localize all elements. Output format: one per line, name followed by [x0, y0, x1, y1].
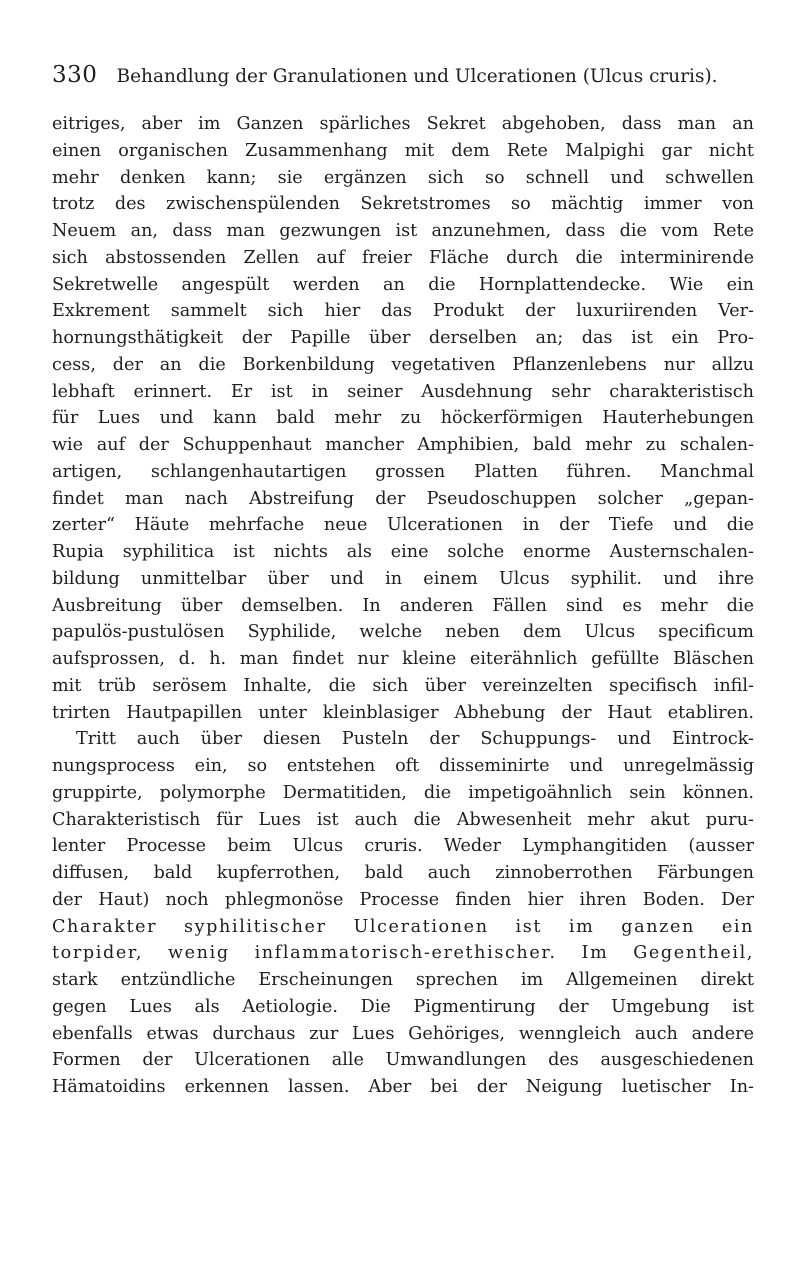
text-line: einen organischen Zusammenhang mit dem Rete Malpighi gar nicht — [52, 140, 754, 161]
text-line: Rupia syphilitica ist nichts als eine solche enorme Austernschalen- — [52, 542, 754, 562]
text-line: hornungsthätigkeit der Papille über derselben an; das ist ein Pro- — [52, 328, 754, 348]
text-line: aufsprossen, d. h. man findet nur kleine eiterähnlich gefüllte Bläschen — [52, 649, 754, 669]
text-line: gegen Lues als Aetiologie. Die Pigmentirung der Umgebung ist — [52, 996, 754, 1017]
text-line: stark entzündliche Erscheinungen sprechen im Allgemeinen direkt — [52, 970, 754, 990]
text-line: cess, der an die Borkenbildung vegetativen Pflanzenlebens nur allzu — [52, 354, 754, 375]
text-line: Charakter syphilitischer Ulcerationen ist im ganzen ein — [52, 916, 754, 937]
text-line: mit trüb serösem Inhalte, die sich über vereinzelten specifisch infil- — [52, 675, 754, 696]
text-line: Sekretwelle angespült werden an die Hornplattendecke. Wie ein — [52, 274, 754, 295]
text-line: torpider, wenig inflammatorisch-erethischer. Im Gegentheil, — [52, 943, 754, 964]
text-line: Neuem an, dass man gezwungen ist anzunehmen, dass die vom Rete — [52, 221, 754, 241]
text-line: Tritt auch über diesen Pusteln der Schuppungs- und Eintrock- — [76, 729, 754, 750]
text-line: nungsprocess ein, so entstehen oft disseminirte und unregelmässig — [52, 756, 754, 776]
text-line: Hämatoidins erkennen lassen. Aber bei der Neigung luetischer In- — [52, 1077, 754, 1097]
text-line: artigen, schlangenhautartigen grossen Platten führen. Manchmal — [52, 461, 754, 482]
text-line: wie auf der Schuppenhaut mancher Amphibien, bald mehr zu schalen- — [52, 435, 754, 455]
text-line: Exkrement sammelt sich hier das Produkt der luxuriirenden Ver- — [52, 301, 754, 322]
page-number: 330 — [52, 62, 98, 88]
text-line: trirten Hautpapillen unter kleinblasiger Abhebung der Haut etabliren. — [52, 702, 754, 723]
running-head: Behandlung der Granulationen und Ulcerationen (Ulcus cruris). — [116, 66, 718, 87]
page-header — [52, 62, 752, 92]
text-line: zerter“ Häute mehrfache neue Ulcerationen in der Tiefe und die — [52, 515, 754, 536]
text-line: Formen der Ulcerationen alle Umwandlungen des ausgeschiedenen — [52, 1050, 754, 1071]
text-line: der Haut) noch phlegmonöse Processe finden hier ihren Boden. Der — [52, 889, 754, 910]
text-line: Ausbreitung über demselben. In anderen Fällen sind es mehr die — [52, 595, 754, 616]
text-line: Charakteristisch für Lues ist auch die Abwesenheit mehr akut puru- — [52, 809, 754, 830]
text-line: diffusen, bald kupferrothen, bald auch zinnoberrothen Färbungen — [52, 863, 754, 883]
text-line: ebenfalls etwas durchaus zur Lues Gehöriges, wenngleich auch andere — [52, 1023, 754, 1044]
text-line: findet man nach Abstreifung der Pseudoschuppen solcher „gepan- — [52, 488, 754, 509]
text-line: lenter Processe beim Ulcus cruris. Weder Lymphangitiden (ausser — [52, 836, 754, 857]
text-line: bildung unmittelbar über und in einem Ulcus syphilit. und ihre — [52, 568, 754, 589]
text-line: eitriges, aber im Ganzen spärliches Sekret abgehoben, dass man an — [52, 114, 754, 134]
text-line: papulös-pustulösen Syphilide, welche neben dem Ulcus specificum — [52, 622, 754, 643]
text-line: sich abstossenden Zellen auf freier Fläche durch die interminirende — [52, 247, 754, 268]
body-text — [52, 111, 754, 1101]
text-line: trotz des zwischenspülenden Sekretstromes so mächtig immer von — [52, 194, 754, 215]
text-line: lebhaft erinnert. Er ist in seiner Ausdehnung sehr charakteristisch — [52, 381, 754, 402]
text-line: gruppirte, polymorphe Dermatitiden, die impetigoähnlich sein können. — [52, 782, 754, 803]
text-line: mehr denken kann; sie ergänzen sich so schnell und schwellen — [52, 167, 754, 188]
text-line: für Lues und kann bald mehr zu höckerförmigen Hauterhebungen — [52, 408, 754, 429]
